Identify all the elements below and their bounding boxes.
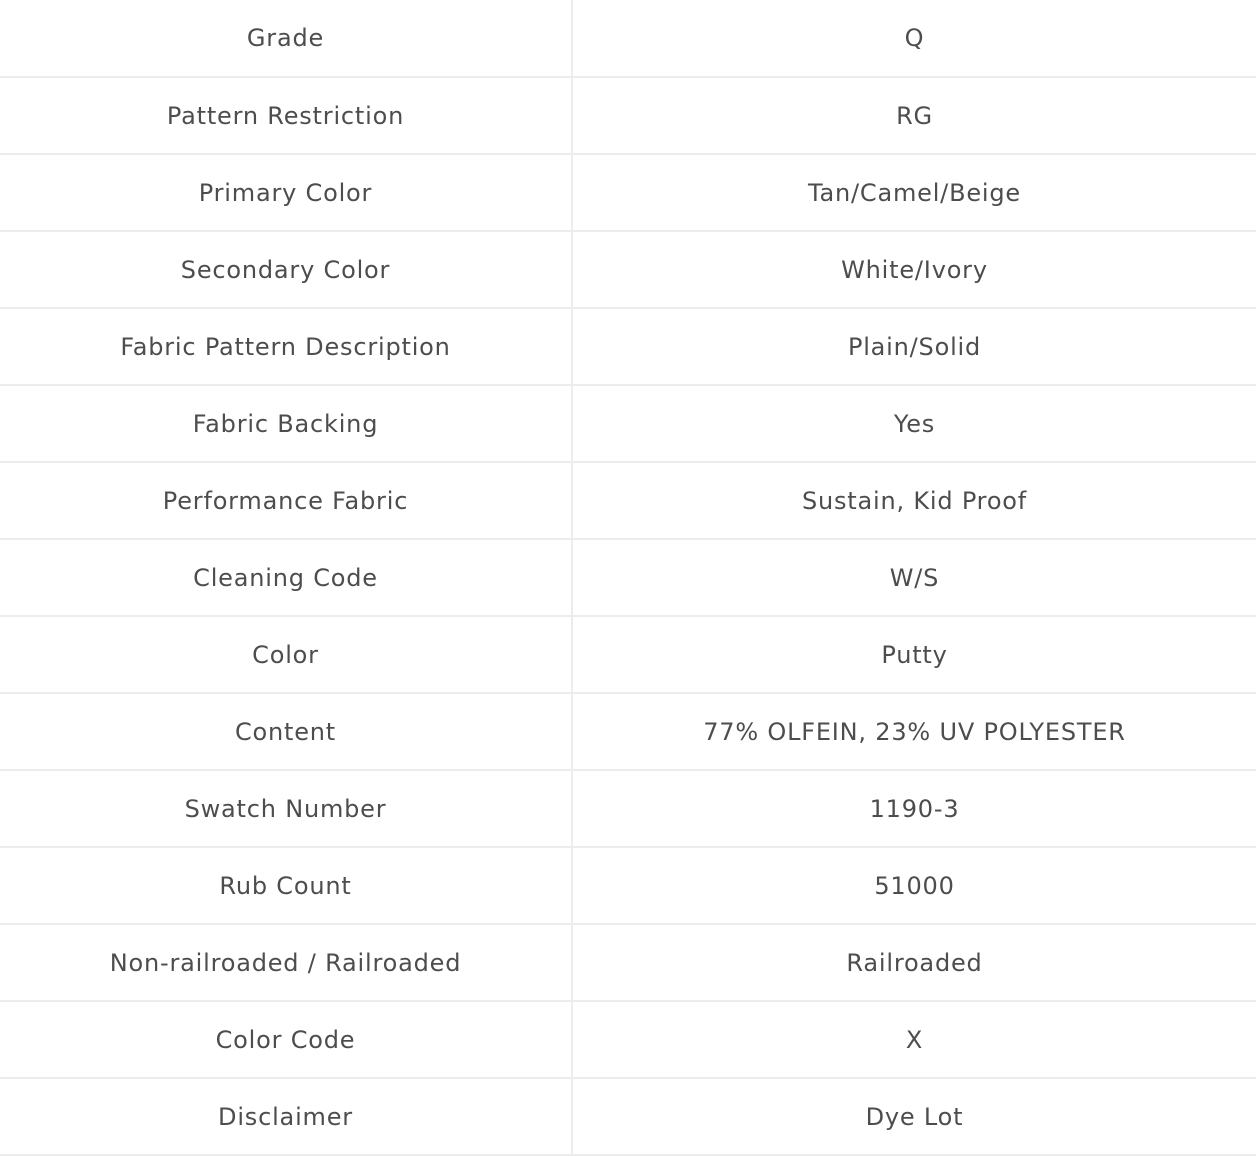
spec-label-cleaning-code: Cleaning Code [0,539,572,616]
spec-label-fabric-pattern-description: Fabric Pattern Description [0,308,572,385]
table-row [0,539,1256,616]
spec-label-disclaimer: Disclaimer [0,1078,572,1155]
spec-label-fabric-backing: Fabric Backing [0,385,572,462]
spec-value-secondary-color: White/Ivory [572,231,1256,308]
spec-label-performance-fabric: Performance Fabric [0,462,572,539]
spec-value-primary-color: Tan/Camel/Beige [572,154,1256,231]
spec-label-secondary-color: Secondary Color [0,231,572,308]
spec-label-pattern-restriction: Pattern Restriction [0,77,572,154]
spec-label-color-code: Color Code [0,1001,572,1078]
spec-label-grade: Grade [0,0,572,77]
spec-value-disclaimer: Dye Lot [572,1078,1256,1155]
spec-value-grade: Q [572,0,1256,77]
table-row [0,847,1256,924]
table-row [0,0,1256,77]
spec-value-pattern-restriction: RG [572,77,1256,154]
table-row [0,770,1256,847]
spec-label-rub-count: Rub Count [0,847,572,924]
table-row [0,154,1256,231]
spec-value-swatch-number: 1190-3 [572,770,1256,847]
spec-label-railroaded: Non-railroaded / Railroaded [0,924,572,1001]
spec-value-fabric-pattern-description: Plain/Solid [572,308,1256,385]
table-row [0,231,1256,308]
table-row [0,1001,1256,1078]
spec-label-content: Content [0,693,572,770]
spec-label-swatch-number: Swatch Number [0,770,572,847]
spec-value-rub-count: 51000 [572,847,1256,924]
table-row [0,616,1256,693]
table-row [0,308,1256,385]
table-row [0,924,1256,1001]
spec-value-color-code: X [572,1001,1256,1078]
table-row [0,693,1256,770]
table-row [0,77,1256,154]
spec-value-performance-fabric: Sustain, Kid Proof [572,462,1256,539]
table-row [0,1078,1256,1155]
spec-value-fabric-backing: Yes [572,385,1256,462]
spec-value-content: 77% OLFEIN, 23% UV POLYESTER [572,693,1256,770]
spec-label-color: Color [0,616,572,693]
table-row [0,462,1256,539]
spec-label-primary-color: Primary Color [0,154,572,231]
spec-value-railroaded: Railroaded [572,924,1256,1001]
spec-value-cleaning-code: W/S [572,539,1256,616]
spec-value-color: Putty [572,616,1256,693]
table-row [0,385,1256,462]
